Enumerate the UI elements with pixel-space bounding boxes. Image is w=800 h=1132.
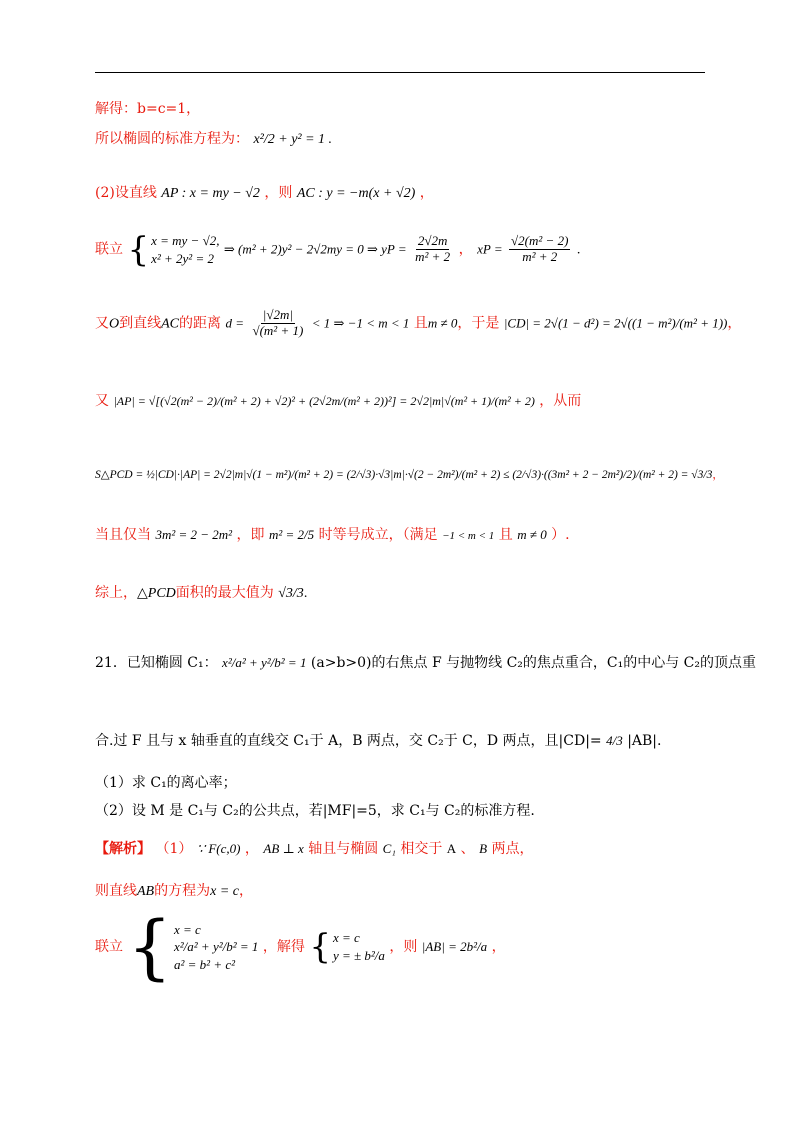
question-21-part-2: （2）设 M 是 C₁与 C₂的公共点，若|MF|=5，求 C₁与 C₂的标准方程.: [95, 803, 535, 819]
question-21-part-1: （1）求 C₁的离心率；: [95, 775, 237, 791]
solution-line-7: S△PCD = ½|CD|·|AP| = 2√2|m|√(1 − m²)/(m² + 2) = (2/√3)·√3|m|·√(2 − 2m²)/(m² + 2) ≤ (2/√3)·((3m² + 2 − 2m²)/2)/(m² + 2) = √3/3，: [95, 468, 724, 481]
solution-system: { x = c y = ± b²/a: [309, 927, 385, 967]
solution-line-6: 又 |AP| = √[(√2(m² − 2)/(m² + 2) + √2)² + (2√2m/(m² + 2))²] = 2√2|m|√(m² + 1)/(m² + 2) ，从而: [95, 393, 582, 409]
equation-system: { x = my − √2, x² + 2y² = 2: [127, 229, 220, 270]
question-21-line-1: 21．已知椭圆 C₁： x²/a² + y²/b² = 1 (a>b>0)的右焦点 F 与抛物线 C₂的焦点重合，C₁的中心与 C₂的顶点重: [95, 655, 756, 671]
analysis-line-3: 联立 { x = c x²/a² + y²/b² = 1 a² = b² + c² ，解得 { x = c y = ± b²/a ，则 |AB| = 2b²/a ，: [95, 906, 506, 988]
solution-line-8: 当且仅当 3m² = 2 − 2m² ，即 m² = 2/5 时等号成立，（满足 −1 < m < 1 且 m ≠ 0 ）.: [95, 527, 570, 543]
solution-line-3: (2)设直线 AP : x = my − √2 ，则 AC : y = −m(x + √2) ，: [95, 185, 434, 201]
question-21-line-2: 合.过 F 且与 x 轴垂直的直线交 C₁于 A，B 两点，交 C₂于 C，D 两点，且|CD|= 4/3 |AB|.: [95, 733, 662, 749]
analysis-tag: 【解析】: [95, 841, 151, 857]
solution-line-4: 联立 { x = my − √2, x² + 2y² = 2 ⇒ (m² + 2)y² − 2√2my = 0 ⇒ yP = $\frac{2√2m}{\text{m² + 2}}$ ， xP = $\frac{\text{√2(m² − 2)}}{\text{m² + 2}}$ .: [95, 229, 581, 270]
analysis-line-2: 则直线AB的方程为x = c，: [95, 883, 253, 899]
solution-line-5: 又O到直线AC的距离 d = $\frac{|√2m|}{\text{√(m² + 1)}}$ < 1 ⇒ −1 < m < 1 且m ≠ 0，于是 |CD| = 2√(1 − d²) = 2√((1 − m²)/(m² + 1))，: [95, 307, 742, 338]
ellipse-equation: x²/2 + y² = 1 .: [253, 132, 333, 147]
analysis-line-1: 【解析】 （1） ∵ F(c,0) ， AB ⊥ x 轴且与椭圆 C₁ 相交于 A 、 B 两点，: [95, 841, 534, 857]
solution-line-9: 综上，△PCD面积的最大值为 √3/3.: [95, 585, 308, 601]
equation-system-3: { x = c x²/a² + y²/b² = 1 a² = b² + c²: [127, 906, 259, 988]
header-rule: [95, 72, 705, 73]
solution-line-1: 解得：b=c=1，: [95, 101, 201, 117]
solution-line-2: 所以椭圆的标准方程为： x²/2 + y² = 1 .: [95, 131, 333, 147]
